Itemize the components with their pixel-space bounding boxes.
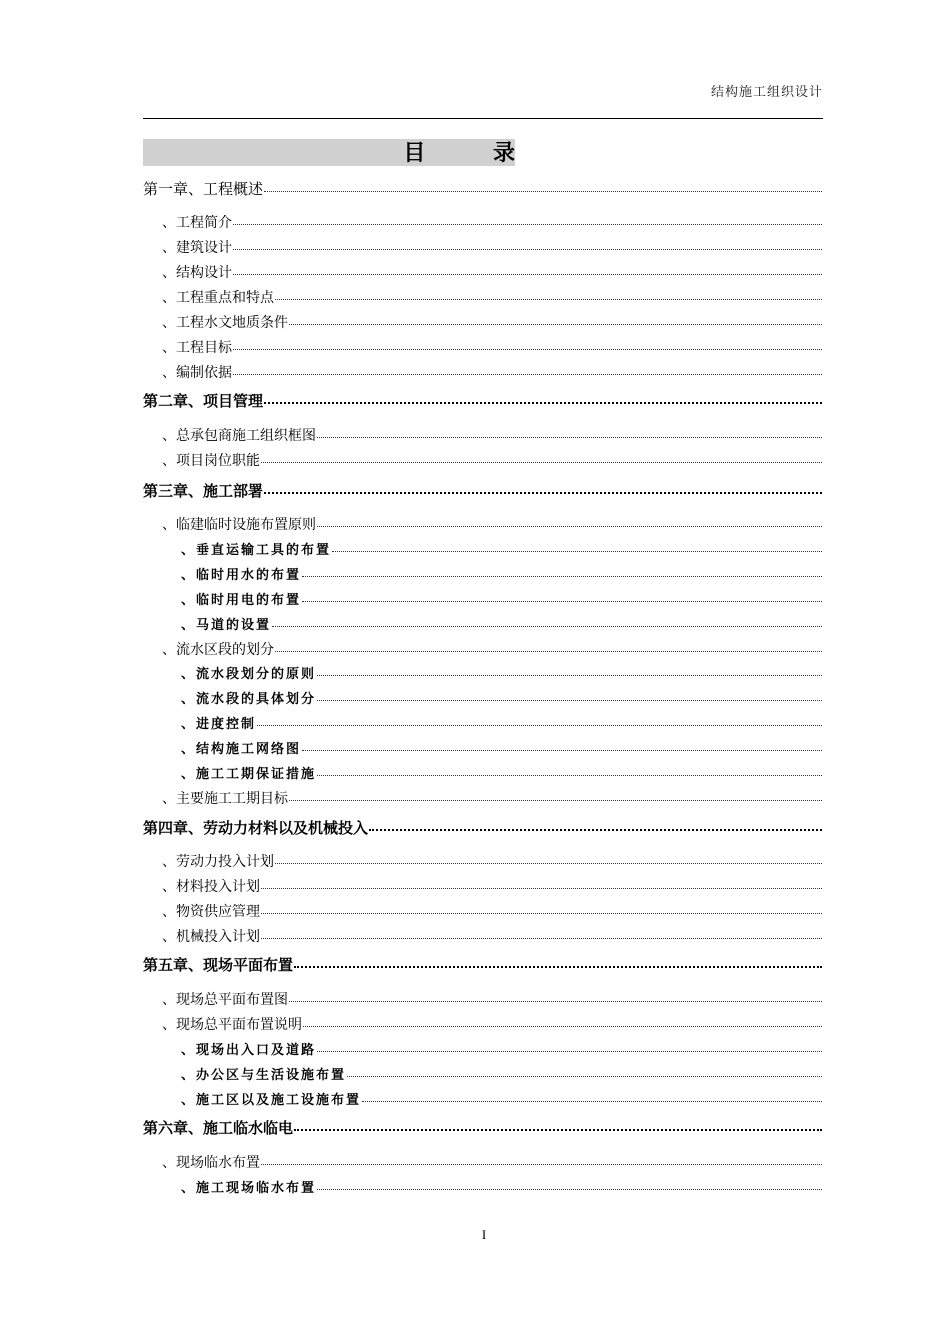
toc-entry-label: 、工程重点和特点 (162, 290, 274, 306)
toc-dot-leader (317, 673, 822, 676)
toc-dot-leader (294, 964, 822, 968)
toc-dot-leader (261, 911, 822, 914)
toc-dot-leader (275, 297, 822, 300)
toc-dot-leader (264, 490, 822, 494)
toc-entry-label: 第一章、工程概述 (143, 180, 264, 198)
toc-entry-label: 、现场总平面布置图 (162, 992, 288, 1008)
toc-entry-label: 、现场出入口及道路 (181, 1043, 317, 1058)
toc-entry-label: 、建筑设计 (162, 240, 232, 256)
toc-entry[interactable] (143, 817, 822, 838)
toc-entry-label: 、办公区与生活设施布置 (181, 1068, 347, 1083)
toc-entry-label: 第五章、现场平面布置 (143, 956, 294, 974)
toc-dot-leader (261, 886, 822, 889)
toc-dot-leader (264, 189, 822, 192)
toc-dot-leader (275, 649, 822, 652)
toc-entry[interactable] (181, 738, 822, 757)
toc-dot-leader (261, 1162, 822, 1165)
toc-entry[interactable] (143, 954, 822, 975)
toc-dot-leader (369, 827, 822, 831)
toc-entry-label: 、工程目标 (162, 340, 232, 356)
toc-dot-leader (332, 549, 822, 552)
toc-entry-label: 、流水段的具体划分 (181, 692, 317, 707)
toc-dot-leader (233, 372, 822, 375)
toc-entry[interactable] (181, 663, 822, 682)
toc-dot-leader (233, 222, 822, 225)
toc-dot-leader (317, 1049, 822, 1052)
toc-entry-label: 、工程简介 (162, 215, 232, 231)
toc-entry-label: 第四章、劳动力材料以及机械投入 (143, 819, 369, 837)
toc-entry[interactable] (181, 564, 822, 583)
toc-entry[interactable] (162, 639, 822, 659)
toc-entry[interactable] (162, 926, 822, 946)
toc-entry-label: 、编制依据 (162, 365, 232, 381)
toc-dot-leader (264, 400, 822, 404)
toc-dot-leader (317, 435, 822, 438)
toc-entry-label: 、结构设计 (162, 265, 232, 281)
toc-entry-label: 、物资供应管理 (162, 904, 260, 920)
toc-entry-label: 、结构施工网络图 (181, 742, 302, 757)
toc-entry-label: 、马道的设置 (181, 618, 272, 633)
toc-dot-leader (317, 773, 822, 776)
toc-entry[interactable] (162, 901, 822, 921)
toc-entry[interactable] (181, 713, 822, 732)
toc-dot-leader (261, 460, 822, 463)
toc-entry-label: 、施工工期保证措施 (181, 767, 317, 782)
toc-entry[interactable] (162, 876, 822, 896)
toc-entry-label: 、总承包商施工组织框图 (162, 428, 316, 444)
toc-entry-label: 、临建临时设施布置原则 (162, 517, 316, 533)
toc-entry-label: 、施工区以及施工设施布置 (181, 1093, 362, 1108)
toc-entry-label: 、现场临水布置 (162, 1155, 260, 1171)
toc-dot-leader (303, 1024, 822, 1027)
toc-dot-leader (289, 999, 822, 1002)
toc-entry[interactable] (181, 1089, 822, 1108)
toc-dot-leader (362, 1099, 822, 1102)
toc-title: 目 录 (403, 140, 545, 166)
toc-dot-leader (233, 347, 822, 350)
toc-entry-label: 、材料投入计划 (162, 879, 260, 895)
toc-dot-leader (317, 698, 822, 701)
toc-entry[interactable] (162, 212, 822, 232)
toc-dot-leader (289, 322, 822, 325)
toc-entry[interactable] (143, 178, 822, 199)
toc-entry-label: 第三章、施工部署 (143, 482, 264, 500)
toc-entry[interactable] (181, 589, 822, 608)
toc-entry-label: 、主要施工工期目标 (162, 791, 288, 807)
toc-entry[interactable] (162, 851, 822, 871)
toc-dot-leader (317, 1187, 822, 1190)
header-title: 结构施工组织设计 (710, 85, 823, 100)
toc-entry[interactable] (162, 514, 822, 534)
toc-entry[interactable] (181, 1039, 822, 1058)
toc-dot-leader (347, 1074, 822, 1077)
toc-entry[interactable] (143, 390, 822, 411)
toc-entry-label: 第六章、施工临水临电 (143, 1119, 294, 1137)
toc-dot-leader (275, 861, 822, 864)
toc-entry-label: 、临时用水的布置 (181, 568, 302, 583)
toc-dot-leader (302, 574, 822, 577)
toc-entry[interactable] (181, 763, 822, 782)
page-number: I (481, 1227, 487, 1242)
toc-dot-leader (317, 524, 822, 527)
toc-entry-label: 、进度控制 (181, 717, 257, 732)
toc-entry-label: 、现场总平面布置说明 (162, 1017, 302, 1033)
toc-entry-label: 、机械投入计划 (162, 929, 260, 945)
toc-entry-label: 、流水区段的划分 (162, 642, 274, 658)
toc-dot-leader (261, 936, 822, 939)
toc-entry-label: 、项目岗位职能 (162, 453, 260, 469)
toc-entry[interactable] (162, 287, 822, 307)
toc-entry[interactable] (162, 788, 822, 808)
toc-entry[interactable] (162, 1152, 822, 1172)
toc-dot-leader (257, 723, 822, 726)
toc-entry[interactable] (162, 425, 822, 445)
toc-entry[interactable] (162, 237, 822, 257)
toc-dot-leader (233, 247, 822, 250)
toc-dot-leader (294, 1127, 822, 1131)
toc-entry[interactable] (181, 1177, 822, 1196)
toc-dot-leader (289, 798, 822, 801)
toc-entry-label: 、垂直运输工具的布置 (181, 543, 332, 558)
toc-entry[interactable] (181, 614, 822, 633)
toc-dot-leader (302, 748, 822, 751)
toc-entry[interactable] (143, 1117, 822, 1138)
toc-entry[interactable] (162, 1014, 822, 1034)
toc-entry-label: 、流水段划分的原则 (181, 667, 317, 682)
toc-entry[interactable] (181, 688, 822, 707)
toc-entry[interactable] (162, 362, 822, 382)
toc-entry[interactable] (143, 480, 822, 501)
toc-entry[interactable] (162, 450, 822, 470)
toc-entry-label: 、工程水文地质条件 (162, 315, 288, 331)
toc-entry[interactable] (162, 989, 822, 1009)
toc-entry[interactable] (162, 337, 822, 357)
toc-entry-label: 、施工现场临水布置 (181, 1181, 317, 1196)
toc-dot-leader (233, 272, 822, 275)
toc-entry[interactable] (181, 1064, 822, 1083)
toc-entry[interactable] (162, 312, 822, 332)
toc-entry-label: 、劳动力投入计划 (162, 854, 274, 870)
toc-entry[interactable] (181, 539, 822, 558)
toc-entry[interactable] (162, 262, 822, 282)
toc-dot-leader (302, 599, 822, 602)
toc-entry-label: 、临时用电的布置 (181, 593, 302, 608)
toc-dot-leader (272, 624, 822, 627)
toc-entry-label: 第二章、项目管理 (143, 392, 264, 410)
